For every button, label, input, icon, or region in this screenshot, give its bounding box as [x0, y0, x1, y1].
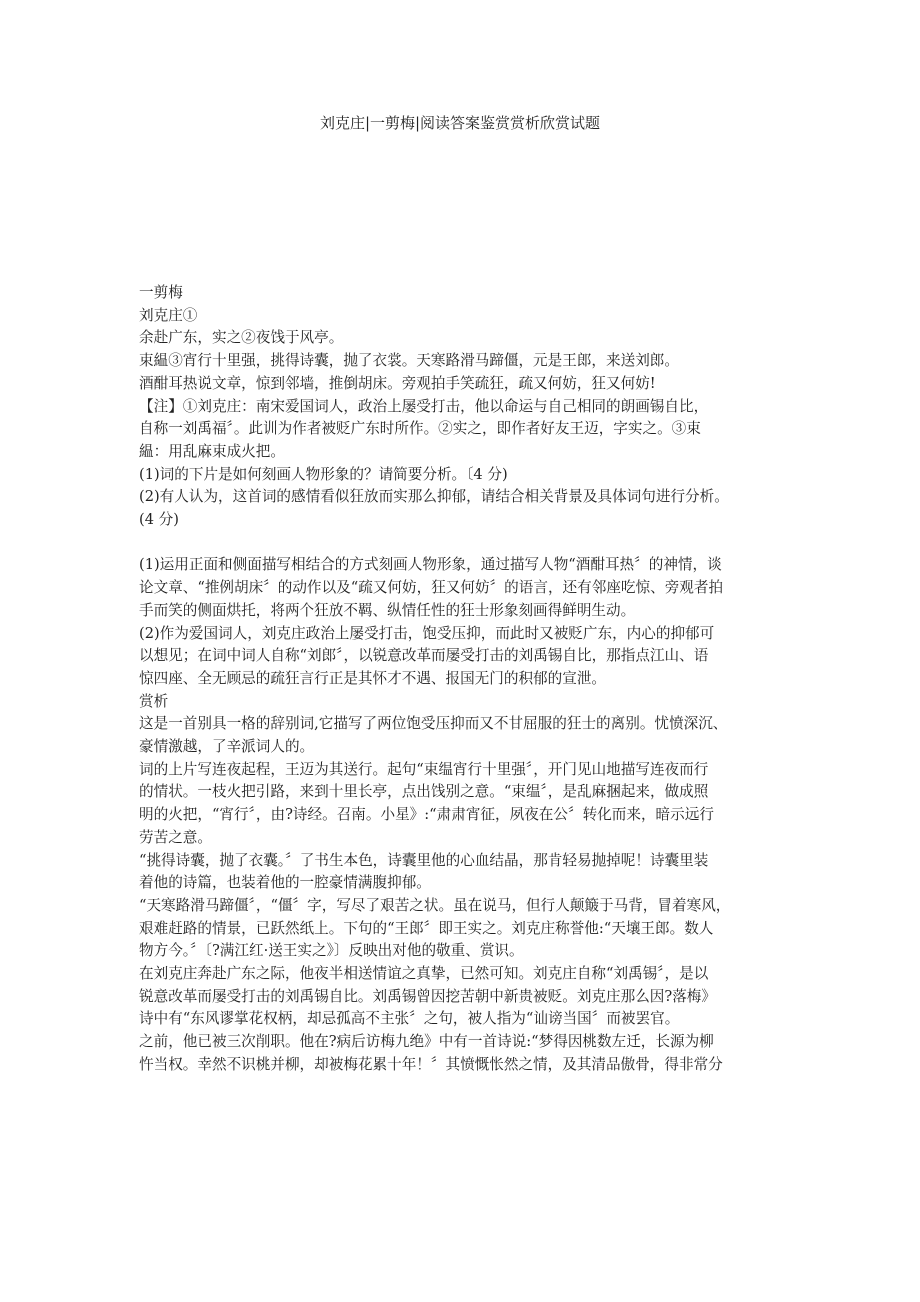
answer-1-line: 手而笑的侧面烘托，将两个狂放不羁、纵情任性的狂士形象刻画得鲜明生动。	[139, 601, 636, 619]
appreciation-line: 劳苦之意。	[139, 828, 212, 846]
appreciation-line: 这是一首别具一格的辞别词,它描写了两位饱受压抑而又不甘屈服的狂士的离别。忧愤深沉、	[139, 715, 728, 733]
appreciation-line: 着他的诗篇，也装着他的一腔豪情满腹抑郁。	[139, 874, 431, 892]
poem-upper-stanza: 束緼③宵行十里强，挑得诗囊，抛了衣裳。天寒路滑马蹄僵，元是王郎，来送刘郎。	[139, 352, 679, 370]
answer-2-line: (2)作为爱国词人，刘克庄政治上屡受打击，饱受压抑，而此时又被贬广东，内心的抑郁可	[139, 624, 715, 642]
poem-preface: 余赴广东，实之②夜饯于风亭。	[139, 329, 344, 347]
appreciation-heading: 赏析	[139, 692, 169, 710]
answer-1-line: 论文章、“推例胡床〞的动作以及“疏又何妨，狂又何妨〞的语言，还有邻座吃惊、旁观者拍	[139, 579, 724, 597]
appreciation-line: “天寒路滑马蹄僵〞，“僵〞字，写尽了艰苦之状。虽在说马，但行人颠簸于马背，冒着寒风，	[139, 896, 731, 914]
answer-2-line: 以想见；在词中词人自称“刘郎〞，以锐意改革而屡受打击的刘禹锡自比，那指点江山、语	[139, 647, 709, 665]
appreciation-line: 忤当权。幸然不识桃并柳，却被梅花累十年！〞其愤慨怅然之情，及其清品傲骨，得非常分	[139, 1055, 723, 1073]
document-body	[139, 282, 794, 1077]
page-title: 刘克庄|一剪梅|阅读答案鉴赏赏析欣赏试题	[319, 114, 601, 132]
answer-2-line: 惊四座、全无顾忌的疏狂言行正是其怀才不遇、报国无门的积郁的宣泄。	[139, 669, 607, 687]
appreciation-line: 诗中有“东风谬掌花权柄，却忌孤高不主张〞之句，被人指为“讪谤当国〞而被罢官。	[139, 1010, 680, 1028]
appreciation-line: 的情状。一枝火把引路，来到十里长亭，点出饯别之意。“束缊〞，是乱麻捆起来，做成照	[139, 783, 709, 801]
paragraph-spacer	[139, 532, 794, 555]
note-line: 【注】①刘克庄：南宋爱国词人，政治上屡受打击，他以命运与自己相同的朗画锡自比，	[139, 397, 709, 415]
question-2-score: (4 分)	[139, 511, 179, 529]
appreciation-line: “挑得诗囊，抛了衣囊。〞了书生本色，诗囊里他的心血结晶，那肯轻易抛掉呢！诗囊里装	[139, 851, 709, 869]
note-line: 自称一刘禹福〞。此训为作者被贬广东时所作。②实之，即作者好友王迈，字实之。③束	[139, 420, 701, 438]
appreciation-line: 艰难赶路的情景，已跃然纸上。下句的“王郎〞即王实之。刘克庄称誉他:“天壤王郎。数人	[139, 919, 714, 937]
answer-1-line: (1)运用正面和侧面描写相结合的方式刻画人物形象，通过描写人物“酒酣耳热〞的神情，谈	[139, 556, 722, 574]
poem-author: 刘克庄①	[139, 306, 198, 324]
poem-lower-stanza: 酒酣耳热说文章，惊到邻墙，推倒胡床。旁观拍手笑疏狂，疏又何妨，狂又何妨!	[139, 374, 656, 392]
appreciation-line: 之前，他已被三次削职。他在?病后访梅九绝》中有一首诗说:“梦得因桃数左迁，长源为柳	[139, 1033, 714, 1051]
appreciation-line: 豪情激越，了辛派词人的。	[139, 738, 315, 756]
poem-title: 一剪梅	[139, 284, 183, 301]
appreciation-line: 物方今。〞〔?满江红·送王实之》〕反映出对他的敬重、赏识。	[139, 942, 524, 960]
appreciation-line: 明的火把，“宵行〞，由?诗经。召南。小星》:“肃肃宵征，夙夜在公〞转化而来，暗示远行	[139, 806, 714, 824]
note-line: 緼：用乱麻束成火把。	[139, 442, 285, 460]
appreciation-line: 在刘克庄奔赴广东之际，他夜半相送情谊之真挚，已然可知。刘克庄自称“刘禹锡〞，是以	[139, 965, 709, 983]
appreciation-line: 锐意改革而屡受打击的刘禹锡自比。刘禹锡曾因挖苦朝中新贵被贬。刘克庄那么因?落梅》	[139, 987, 716, 1005]
question-2: (2)有人认为，这首词的感情看似狂放而实那么抑郁，请结合相关背景及具体词句进行分析。	[139, 488, 729, 506]
appreciation-line: 词的上片写连夜起程，王迈为其送行。起句“束缊宵行十里强〞，开门见山地描写连夜而行	[139, 760, 709, 778]
question-1: (1)词的下片是如何刻画人物形象的？请简要分析。〔4 分)	[139, 465, 508, 483]
